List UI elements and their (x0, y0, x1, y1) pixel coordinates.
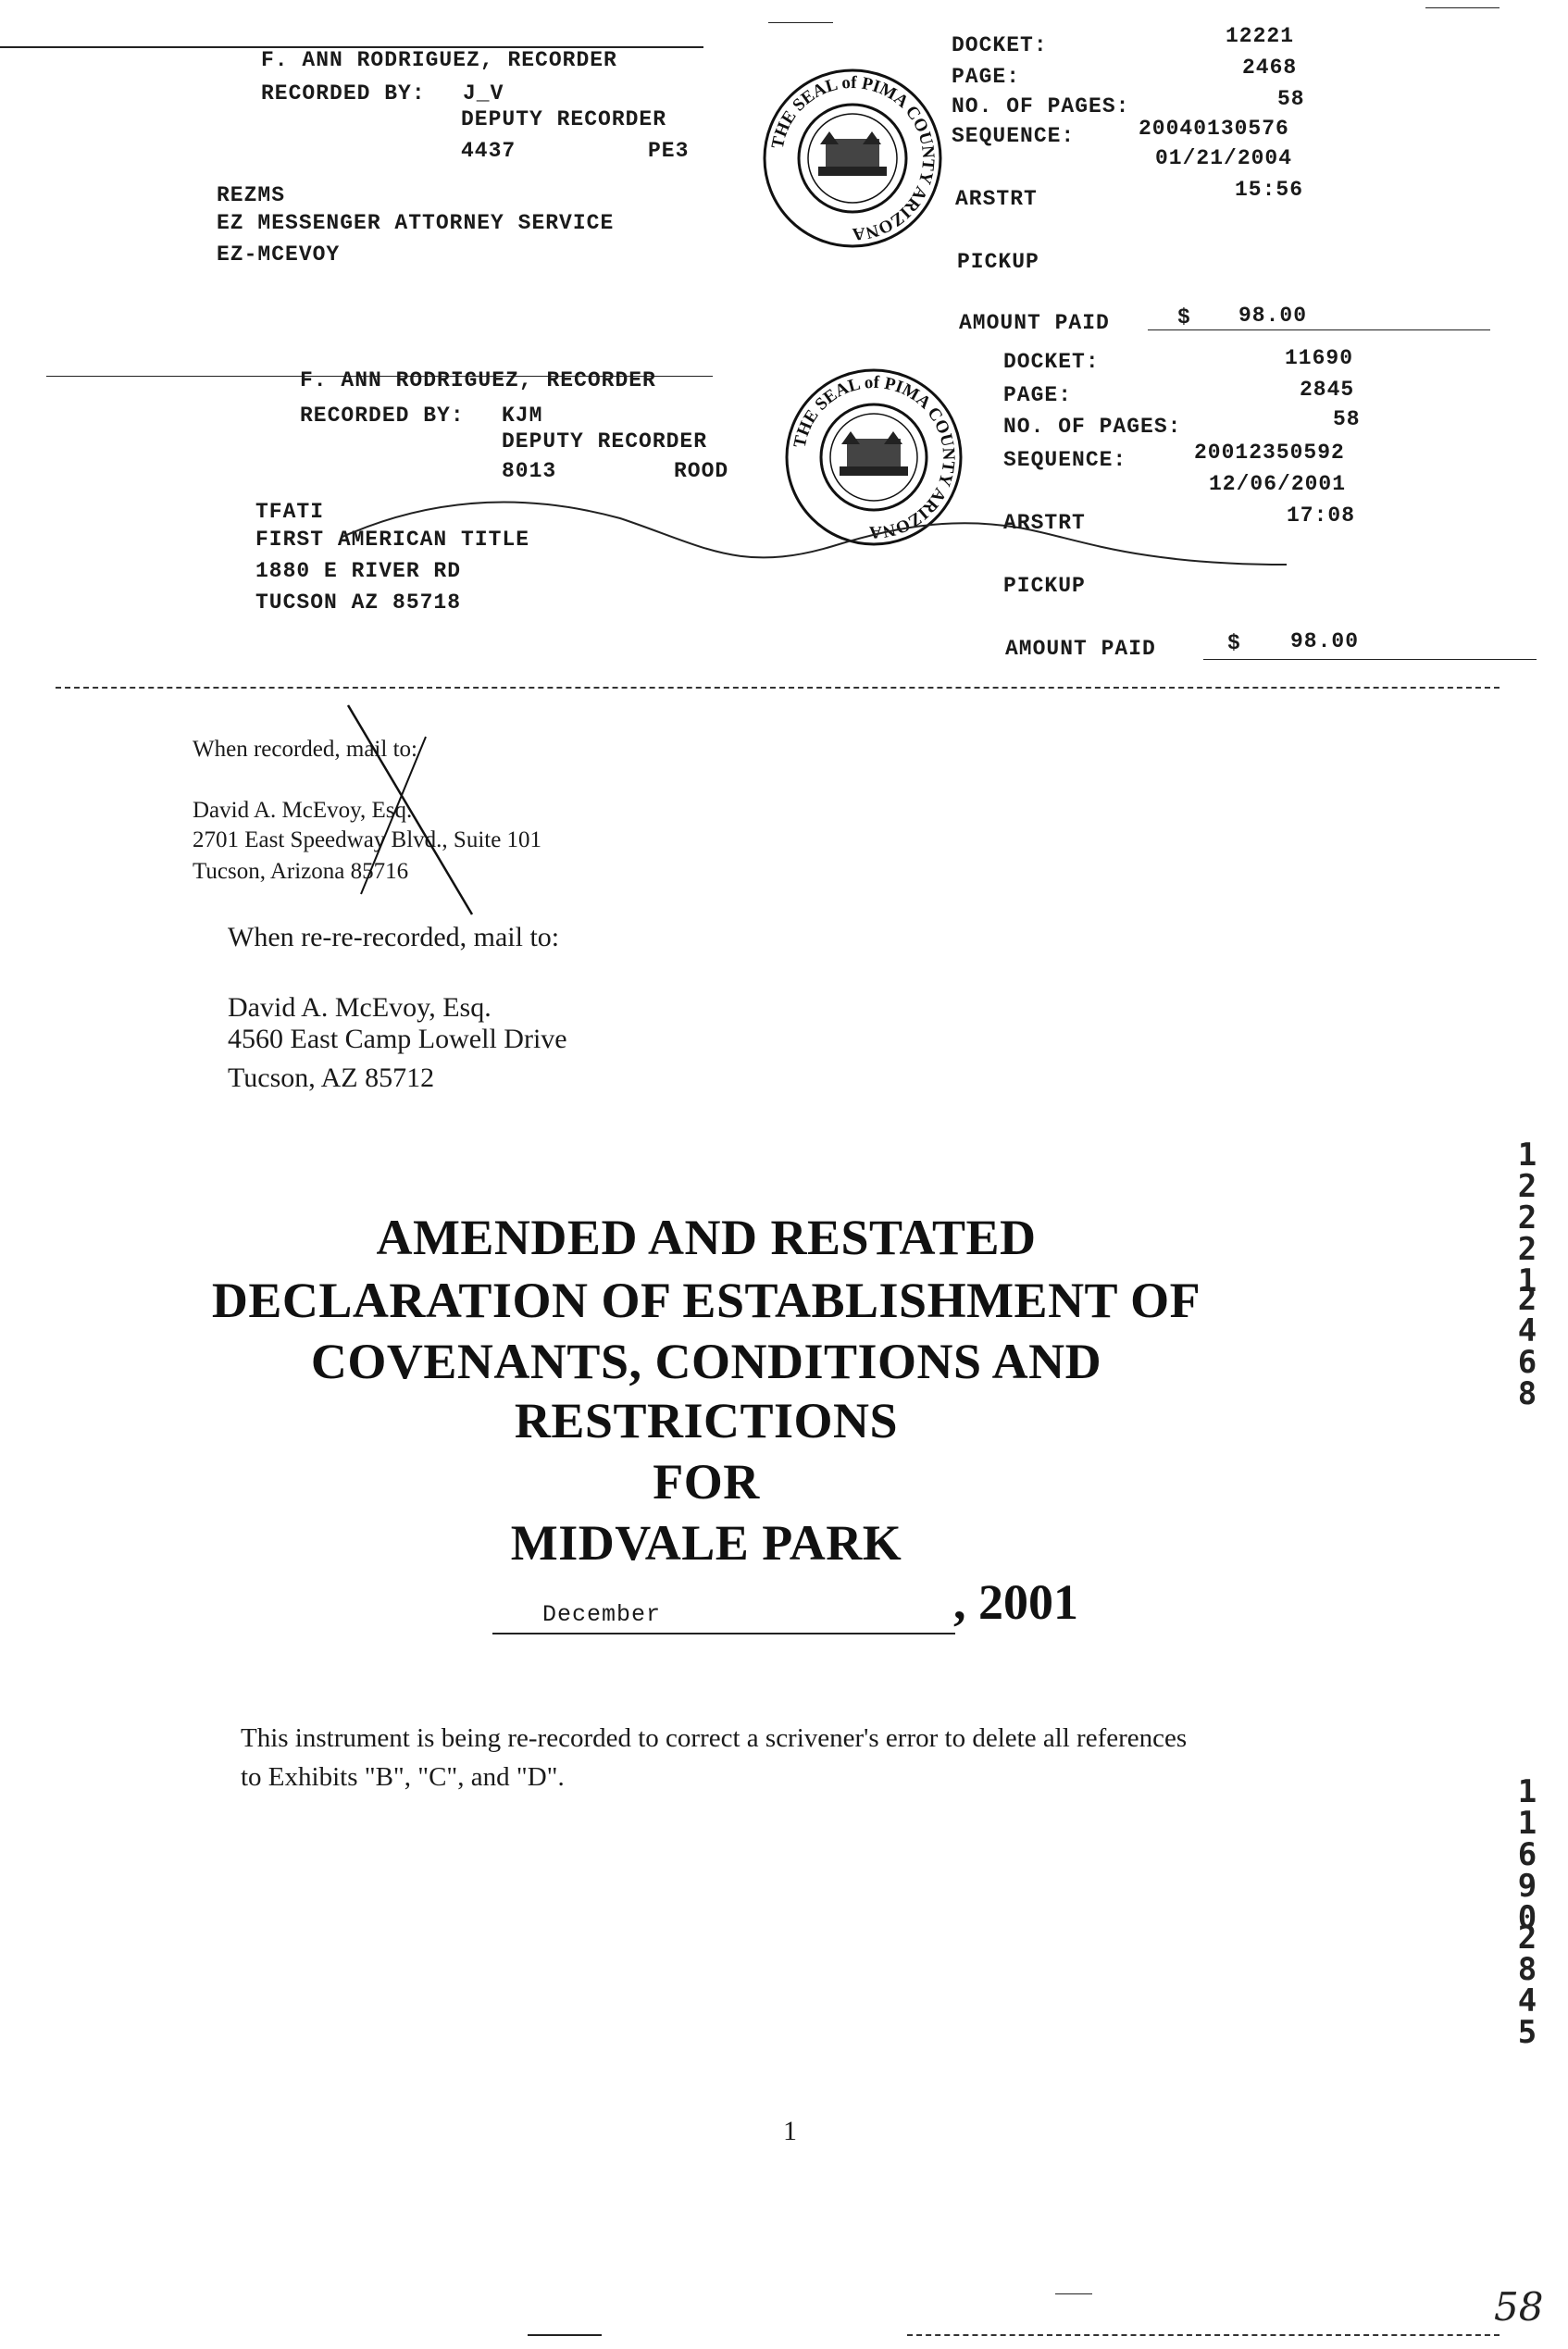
stamp2-deputy-code: ROOD (674, 459, 729, 483)
stamp1-amount: 98.00 (1238, 304, 1308, 328)
title-line-6: MIDVALE PARK (510, 1515, 902, 1571)
stamp1-deputy-label: DEPUTY RECORDER (461, 107, 667, 131)
mail2-heading: When re-re-recorded, mail to: (228, 922, 560, 952)
handwritten-page-count: 58 (1494, 2284, 1544, 2330)
title-line-5: FOR (653, 1454, 760, 1510)
title-line-2: DECLARATION OF ESTABLISHMENT OF (211, 1273, 1201, 1328)
stamp2-addressee-line2: 1880 E RIVER RD (255, 559, 462, 583)
stamp1-recorded-by: J_V (463, 81, 504, 106)
margin-page-2004: 2468 (1509, 1281, 1546, 1407)
stamp2-recorded-by: KJM (502, 404, 543, 428)
stamp1-addressee-line2: EZ-MCEVOY (217, 242, 341, 267)
stamp1-docket-label: DOCKET: (952, 33, 1048, 57)
mail2-city: Tucson, AZ 85712 (228, 1063, 435, 1093)
stamp1-docket: 12221 (1226, 24, 1295, 48)
stamp2-sequence: 20012350592 (1194, 441, 1345, 465)
stamp2-amount-label: AMOUNT PAID (1005, 637, 1156, 661)
stamp1-recorded-by-label: RECORDED BY: (261, 81, 426, 106)
stamp1-date: 01/21/2004 (1155, 146, 1293, 170)
margin-page-2001: 2845 (1509, 1920, 1546, 2045)
stamp2-addressee-line3: TUCSON AZ 85718 (255, 590, 462, 615)
mail1-street: 2701 East Speedway Blvd., Suite 101 (193, 827, 542, 852)
stamp2-recorder: F. ANN RODRIGUEZ, RECORDER (300, 368, 656, 392)
stamp1-recorder: F. ANN RODRIGUEZ, RECORDER (261, 48, 617, 72)
date-month: December (542, 1601, 662, 1628)
stamp1-amount-label: AMOUNT PAID (959, 311, 1110, 335)
stamp1-addressee-line1: EZ MESSENGER ATTORNEY SERVICE (217, 211, 615, 235)
stamp2-deputy-num: 8013 (502, 459, 557, 483)
stamp1-deputy-code: PE3 (648, 139, 690, 163)
stamp1-amount-symbol: $ (1177, 305, 1191, 329)
cross-out-mark (333, 700, 491, 922)
stamp1-page: 2468 (1242, 56, 1298, 80)
stamp2-pickup: PICKUP (1003, 574, 1086, 598)
stamp2-pages-label: NO. OF PAGES: (1003, 415, 1182, 439)
title-line-3: COVENANTS, CONDITIONS AND (310, 1334, 1102, 1389)
note-line-2: to Exhibits "B", "C", and "D". (241, 1762, 565, 1792)
title-line-4: RESTRICTIONS (514, 1393, 899, 1448)
stamp1-pages: 58 (1277, 87, 1305, 111)
stamp2-amount: 98.00 (1290, 629, 1360, 653)
stamp2-pages: 58 (1333, 407, 1361, 431)
stamp2-date: 12/06/2001 (1209, 472, 1347, 496)
mail2-street: 4560 East Camp Lowell Drive (228, 1024, 567, 1054)
stamp1-sequence-label: SEQUENCE: (952, 124, 1076, 148)
date-year: , 2001 (953, 1574, 1078, 1630)
stamp1-time: 15:56 (1235, 178, 1304, 202)
stamp1-sequence: 20040130576 (1139, 117, 1289, 141)
stamp1-pickup: PICKUP (957, 250, 1039, 274)
stamp1-deputy-num: 4437 (461, 139, 516, 163)
stamp2-docket-label: DOCKET: (1003, 350, 1100, 374)
strike-line (315, 481, 1296, 583)
stamp2-recorded-by-label: RECORDED BY: (300, 404, 465, 428)
county-seal-1 (761, 67, 944, 250)
stamp2-amount-symbol: $ (1227, 631, 1241, 655)
stamp2-docket: 11690 (1285, 346, 1354, 370)
stamp2-page: 2845 (1300, 378, 1355, 402)
seal2-text: THE SEAL of PIMA COUNTY ARIZONA (790, 372, 959, 542)
stamp1-page-label: PAGE: (952, 65, 1021, 89)
stamp2-sequence-label: SEQUENCE: (1003, 448, 1127, 472)
stamp2-arstrt: ARSTRT (1003, 511, 1086, 535)
seal1-text: THE SEAL of PIMA COUNTY ARIZONA (767, 72, 939, 244)
stamp1-addressee-code: REZMS (217, 183, 286, 207)
page-number: 1 (783, 2116, 797, 2146)
stamp1-pages-label: NO. OF PAGES: (952, 94, 1130, 118)
stamp2-addressee-code: TFATI (255, 500, 325, 524)
margin-docket-2001: 11690 (1509, 1773, 1546, 1931)
stamp2-addressee-line1: FIRST AMERICAN TITLE (255, 528, 530, 552)
stamp2-page-label: PAGE: (1003, 383, 1073, 407)
stamp2-deputy-label: DEPUTY RECORDER (502, 429, 708, 454)
title-line-1: AMENDED AND RESTATED (376, 1210, 1037, 1265)
note-line-1: This instrument is being re-recorded to correct a scrivener's error to delete all references (241, 1723, 1188, 1753)
mail2-name: David A. McEvoy, Esq. (228, 992, 492, 1023)
mail1-name: David A. McEvoy, Esq. (193, 798, 413, 823)
stamp2-time: 17:08 (1287, 503, 1356, 528)
stamp1-arstrt: ARSTRT (955, 187, 1038, 211)
mail1-heading: When recorded, mail to: (193, 737, 417, 762)
mail1-city: Tucson, Arizona 85716 (193, 859, 409, 884)
margin-docket-2004: 12221 (1509, 1137, 1546, 1294)
